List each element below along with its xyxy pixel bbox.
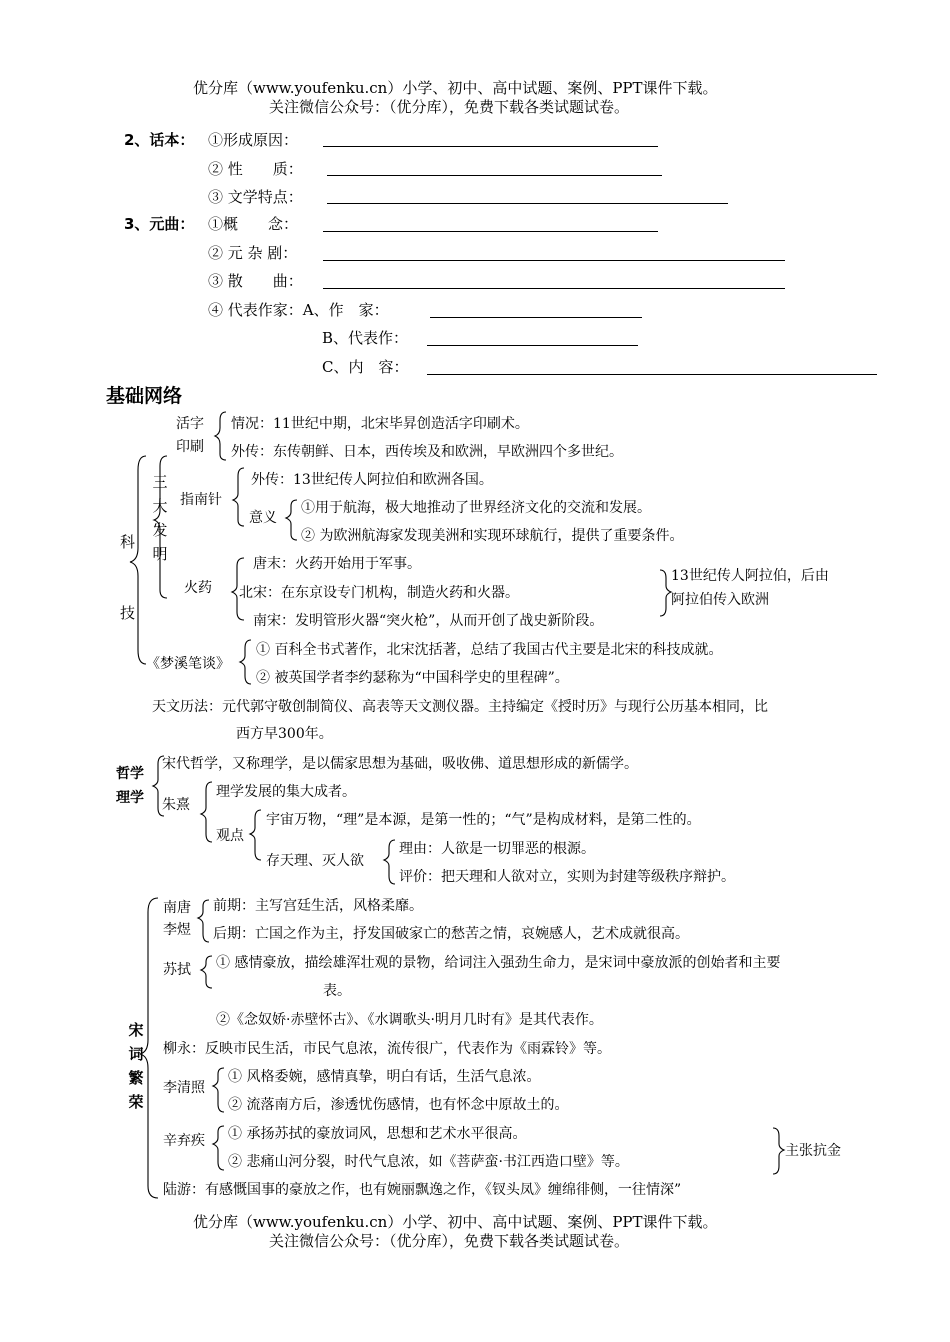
yiyi-2: ② 为欧洲航海家发现美洲和实现环球航行，提供了重要条件。 [301,528,684,544]
mxbt-label: 《梦溪笔谈》 [146,656,230,672]
huaben-item-2: ② 性 质： [208,160,303,178]
lixue-label-1: 哲学 [116,766,144,782]
liyu-late: 后期：亡国之作为主，抒发国破家亡的愁苦之情，哀婉感人，艺术成就很高。 [213,926,689,942]
zhuxi-label: 朱熹 [162,797,190,813]
huoyao-note-2: 阿拉伯传入欧洲 [671,592,769,608]
huoyao-2: 北宋：在东京设专门机构，制造火药和火器。 [239,585,519,601]
liyou: 理由：人欲是一切罪恶的根源。 [399,841,595,857]
yuanqu-item-4c: C、内 容： [322,358,409,376]
sushi-2: ②《念奴娇·赤壁怀古》、《水调歌头·明月几时有》是其代表作。 [216,1012,603,1028]
footer-line-1: 优分库（www.youfenku.cn）小学、初中、高中试题、案例、PPT课件下载。 [193,1213,718,1231]
mxbt-2: ② 被英国学者李约瑟称为“中国科学史的里程碑”。 [256,670,569,686]
huoyao-1: 唐末：火药开始用于军事。 [253,556,421,572]
lixue-label-2: 理学 [116,790,144,806]
huoyao-note-1: 13世纪传人阿拉伯，后由 [671,568,829,584]
keji-label-2: 技 [120,604,136,622]
lqz-label: 李清照 [163,1080,205,1096]
huaben-label: 2、话本： [124,131,195,149]
lqz-2: ② 流落南方后，渗透忧伤感情，也有怀念中原故土的。 [228,1097,569,1113]
znz-label: 指南针 [180,492,222,508]
songci-label: 宋词繁荣 [128,1021,144,1111]
huozi-wc: 外传：东传朝鲜、日本，西传埃及和欧洲，早欧洲四个多世纪。 [231,444,623,460]
huaben-item-3: ③ 文学特点： [208,188,303,206]
huozi-label-1: 活字 [176,416,204,432]
yiyi-label: 意义 [249,510,277,526]
header-line-1: 优分库（www.youfenku.cn）小学、初中、高中试题、案例、PPT课件下载。 [193,79,718,97]
guandian-1: 宇宙万物，“理”是本源，是第一性的；“气”是构成材料，是第二性的。 [266,812,701,828]
xqj-2: ② 悲痛山河分裂，时代气息浓，如《菩萨蛮·书江西造口壁》等。 [228,1154,629,1170]
sushi-1b: 表。 [323,983,351,999]
guandian-2: 存天理、灭人欲 [266,853,364,869]
yuanqu-item-4: ④ 代表作家：A、作 家： [208,301,389,319]
yuanqu-item-2: ② 元 杂 剧： [208,244,298,262]
liyu-label-2: 李煜 [163,922,191,938]
huozi-label-2: 印刷 [176,439,204,455]
liyu-early: 前期：主写宫廷生活，风格柔靡。 [213,898,423,914]
sanda-label: 三大发明 [152,473,168,563]
yuanqu-item-4b: B、代表作： [322,329,409,347]
huoyao-3: 南宋：发明管形火器“突火枪”，从而开创了战史新阶段。 [253,613,604,629]
znz-wc: 外传：13世纪传人阿拉伯和欧洲各国。 [251,472,493,488]
yiyi-1: ①用于航海，极大地推动了世界经济文化的交流和发展。 [301,500,651,516]
twlf-1: 天文历法：元代郭守敬创制简仪、高表等天文测仪器。主持编定《授时历》与现行公历基本相同，比 [152,699,768,715]
xqj-1: ① 承扬苏拭的豪放词风，思想和艺术水平很高。 [228,1126,527,1142]
keji-label-1: 科 [120,533,136,551]
luyou: 陆游：有感慨国事的豪放之作，也有婉丽飘逸之作，《钗头凤》缠绵徘侧，一往情深” [163,1182,682,1198]
huoyao-label: 火药 [184,580,212,596]
huaben-item-1: ①形成原因： [208,131,299,149]
pingjia: 评价：把天理和人欲对立，实则为封建等级秩序辩护。 [399,869,735,885]
liyu-label-1: 南唐 [163,900,191,916]
guandian-label: 观点 [216,828,244,844]
kangjin-note: 主张抗金 [785,1143,841,1159]
yuanqu-item-1: ①概 念： [208,215,299,233]
sushi-1: ① 感情豪放，描绘雄浑壮观的景物，给词注入强劲生命力，是宋词中豪放派的创始者和主要 [216,955,781,971]
yuanqu-label: 3、元曲： [124,215,195,233]
footer-line-2: 关注微信公众号：（优分库），免费下载各类试题试卷。 [269,1232,630,1250]
sushi-label: 苏拭 [163,962,191,978]
zhuxi-1: 理学发展的集大成者。 [216,784,356,800]
liuyong: 柳永：反映市民生活，市民气息浓，流传很广，代表作为《雨霖铃》等。 [163,1041,611,1057]
lqz-1: ① 风格委婉，感情真挚，明白有话，生活气息浓。 [228,1069,541,1085]
header-line-2: 关注微信公众号：（优分库），免费下载各类试题试卷。 [269,98,630,116]
yuanqu-item-3: ③ 散 曲： [208,272,303,290]
mxbt-1: ① 百科全书式著作，北宋沈括著，总结了我国古代主要是北宋的科技成就。 [256,642,723,658]
xqj-label: 辛弃疾 [163,1133,205,1149]
lixue-intro: 宋代哲学，又称理学，是以儒家思想为基础，吸收佛、道思想形成的新儒学。 [162,756,638,772]
network-title: 基础网络 [106,385,183,407]
huozi-qk: 情况：11世纪中期，北宋毕昇创造活字印刷术。 [231,416,529,432]
twlf-2: 西方早300年。 [236,726,333,742]
